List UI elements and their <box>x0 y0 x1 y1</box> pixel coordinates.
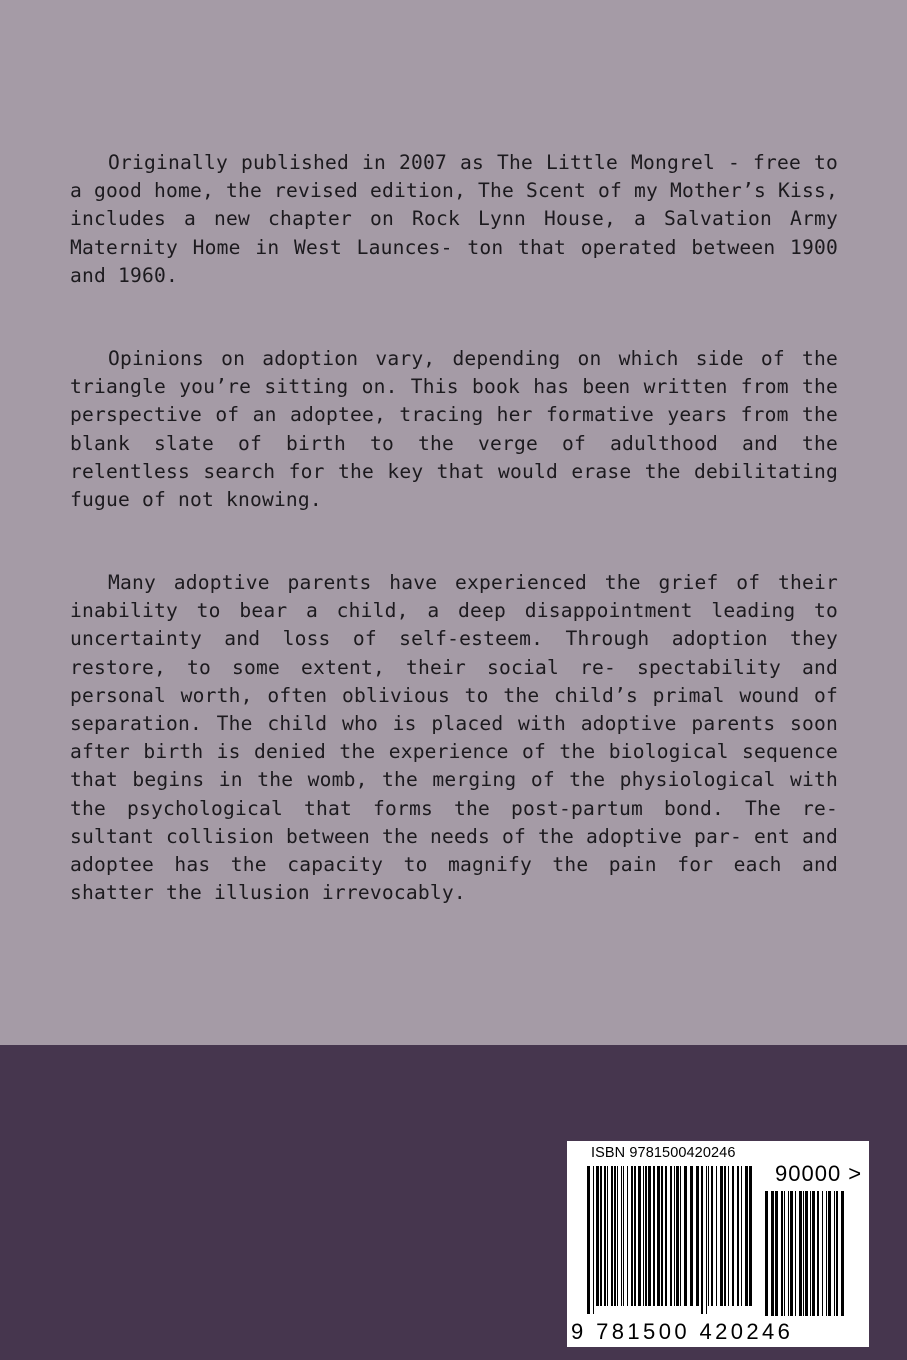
barcode-bar <box>805 1191 808 1316</box>
barcode-bar <box>720 1166 723 1306</box>
barcode-bar <box>696 1166 699 1306</box>
isbn-digits: 9 781500 420246 <box>571 1319 794 1344</box>
barcode-bar <box>623 1166 624 1306</box>
barcode-bar <box>627 1166 628 1306</box>
barcode-bar <box>795 1191 796 1316</box>
barcode-bar <box>784 1191 785 1316</box>
barcode-bar <box>657 1166 660 1306</box>
barcode-bar <box>600 1166 602 1306</box>
barcode-bar <box>611 1166 613 1306</box>
isbn-barcode <box>567 1141 869 1347</box>
barcode-bar <box>749 1166 752 1306</box>
barcode-bar <box>775 1191 778 1316</box>
barcode-bar <box>790 1191 793 1316</box>
barcode-bar <box>812 1191 815 1316</box>
barcode-bar <box>593 1166 594 1314</box>
barcode-bar <box>724 1166 726 1306</box>
barcode-bar <box>604 1166 606 1306</box>
barcode-bar <box>803 1191 804 1316</box>
blurb-paragraph-1: Originally published in 2007 as The Little Mongrel - free to a good home, the revised edition, The Scent of my Mother’s Kiss, includes a new chapter on Rock Lynn House, a Salvation Army Maternity Home in West Launces- ton that operated between 1900 and 1960. <box>70 151 838 287</box>
barcode-bars <box>587 1166 755 1316</box>
barcode-bar <box>765 1191 768 1316</box>
barcode-bar <box>771 1191 774 1316</box>
barcode-bar <box>781 1191 783 1316</box>
barcode-bar <box>684 1166 687 1306</box>
price-barcode-bars <box>765 1191 845 1341</box>
barcode-bar <box>706 1166 707 1314</box>
barcode-bar <box>716 1166 717 1306</box>
barcode-bar <box>701 1166 703 1314</box>
barcode-bar <box>732 1166 734 1306</box>
barcode-bar <box>670 1166 672 1306</box>
barcode-bar <box>587 1166 590 1314</box>
barcode-bar <box>826 1191 827 1316</box>
barcode-bar <box>745 1166 748 1306</box>
barcode-bar <box>680 1166 681 1306</box>
blurb-paragraph-3: Many adoptive parents have experienced the grief of their inability to bear a child, a deep disappointment leading to uncertainty and loss of self-esteem. Through adoption they restore, to some extent, their social re- spectability and personal worth, often oblivious to the child’s primal wound of separation. The child who is placed with adoptive parents soon after birth is denied the experience of the biological sequence that begins in the womb, the merging of the physiological with the psychological that forms the post-partum bond. The re- sultant collision between the needs of the adoptive par- ent and adoptee has the capacity to magnify the pain for each and shatter the illusion irrevocably. <box>70 571 838 905</box>
price-code: 90000 > <box>775 1161 863 1186</box>
barcode-bar <box>690 1166 693 1306</box>
barcode-bar <box>607 1166 608 1306</box>
barcode-bar <box>645 1166 647 1306</box>
barcode-bar <box>661 1166 663 1306</box>
blurb-paragraph-2: Opinions on adoption vary, depending on which side of the triangle you’re sitting on. This book has been written from the perspective of an adoptee, tracing her formative years from the blank slate of birth to the verge of adulthood and the relentless search for the key that would erase the debilitating fugue of not knowing. <box>70 347 838 512</box>
barcode-bar <box>643 1166 644 1306</box>
barcode-bar <box>737 1166 739 1306</box>
barcode-bar <box>836 1191 838 1316</box>
barcode-bar <box>634 1166 636 1306</box>
barcode-bar <box>621 1166 622 1306</box>
barcode-bar <box>631 1166 633 1306</box>
barcode-bar <box>822 1191 823 1316</box>
barcode-bar <box>711 1166 713 1306</box>
barcode-bar <box>596 1166 599 1306</box>
barcode-bar <box>788 1191 789 1316</box>
barcode-bar <box>708 1166 709 1306</box>
barcode-bar <box>648 1166 651 1306</box>
barcode-bar <box>741 1166 742 1306</box>
isbn-label: ISBN 9781500420246 <box>591 1145 736 1161</box>
barcode-bar <box>799 1191 802 1316</box>
barcode-bar <box>665 1166 667 1306</box>
barcode-bar <box>728 1166 729 1306</box>
barcode-bar <box>810 1191 811 1316</box>
barcode-bar <box>674 1166 675 1306</box>
barcode-bar <box>828 1191 831 1316</box>
barcode-bar <box>617 1166 618 1306</box>
barcode-bar <box>614 1166 616 1306</box>
barcode-bar <box>653 1166 655 1306</box>
barcode-bar <box>817 1191 819 1316</box>
barcode-bar <box>834 1191 835 1316</box>
barcode-bar <box>638 1166 641 1306</box>
barcode-bar <box>841 1191 844 1316</box>
barcode-bar <box>676 1166 679 1306</box>
